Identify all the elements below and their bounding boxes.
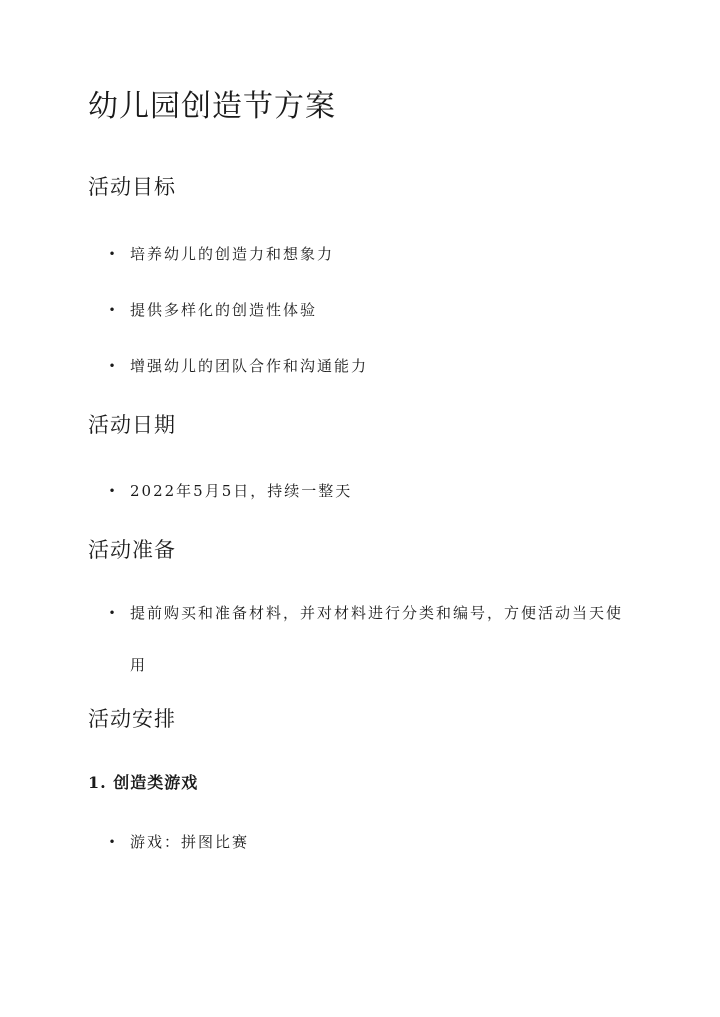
- list-item-text: 2022年5月5日，持续一整天: [130, 482, 353, 500]
- list-item-text: 增强幼儿的团队合作和沟通能力: [130, 357, 369, 375]
- bullet-icon: •: [108, 606, 118, 620]
- subsection-heading-creative-games: 1. 创造类游戏: [88, 773, 199, 792]
- list-item-date-1: [108, 465, 628, 517]
- bullet-icon: •: [108, 247, 118, 261]
- bullet-icon: •: [108, 835, 118, 849]
- list-item-text: 提前购买和准备材料，并对材料进行分类和编号，方便活动当天使用: [130, 604, 624, 674]
- list-item-text: 游戏：拼图比赛: [130, 833, 250, 851]
- bullet-icon: •: [108, 359, 118, 373]
- section-heading-schedule: 活动安排: [88, 707, 176, 731]
- section-heading-date: 活动日期: [88, 413, 176, 437]
- list-item-goal-2: [108, 284, 628, 336]
- list-item-goal-1: [108, 228, 628, 280]
- bullet-icon: •: [108, 484, 118, 498]
- list-item-preparation-1: [108, 587, 628, 691]
- list-item-text: 培养幼儿的创造力和想象力: [130, 245, 335, 263]
- bullet-icon: •: [108, 303, 118, 317]
- section-heading-preparation: 活动准备: [88, 538, 176, 562]
- document-title: 幼儿园创造节方案: [88, 89, 336, 124]
- section-heading-goals: 活动目标: [88, 175, 176, 199]
- list-item-creative-games-1: [108, 816, 628, 868]
- list-item-goal-3: [108, 340, 628, 392]
- list-item-text: 提供多样化的创造性体验: [130, 301, 318, 319]
